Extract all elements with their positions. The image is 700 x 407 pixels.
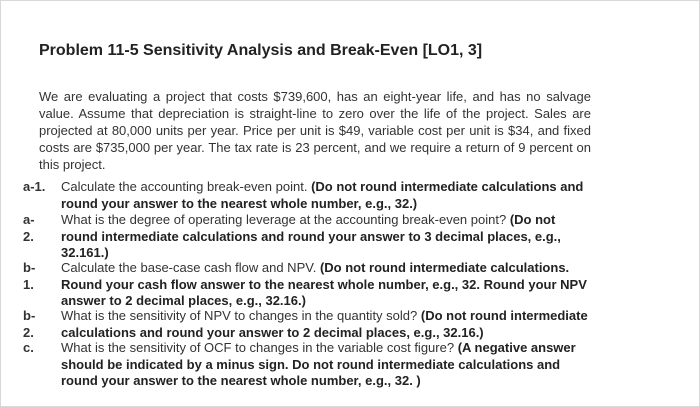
question-label: b- 1.	[23, 260, 36, 292]
question-c	[23, 340, 589, 390]
question-instruction: (A negative answer should be indicated by a minus sign. Do not round intermediate calculations and round your answer to the nearest whole number, e.g., 32. )	[61, 340, 576, 388]
question-a2	[23, 212, 589, 262]
question-instruction: (Do not round intermediate calculations and round your answer to 2 decimal places, e.g., 32.16.)	[61, 308, 588, 340]
question-label: c.	[23, 340, 34, 355]
question-text: Calculate the base-case cash flow and NPV.	[61, 260, 317, 275]
question-b2	[23, 308, 589, 341]
question-instruction: (Do not round intermediate calculations. Round your cash flow answer to the nearest whole number, e.g., 32. Round your NPV answer to 2 decimal places, e.g., 32.16.)	[61, 260, 587, 308]
question-label: b- 2.	[23, 308, 36, 340]
question-b1	[23, 260, 589, 310]
question-label: a-1.	[23, 179, 46, 194]
problem-intro: We are evaluating a project that costs $739,600, has an eight-year life, and has no salvage value. Assume that depreciation is straight-line to zero over the life of the project. Sales are projected at 80,000 units per year. Price per unit is $49, variable cost per unit is $34, and fixed costs are $735,000 per year. The tax rate is 23 percent, and we require a return of 9 percent on this project.	[39, 89, 591, 172]
question-instruction: (Do not round intermediate calculations and round your answer to 3 decimal places, e.g., 32.161.)	[61, 212, 561, 260]
question-label: a- 2.	[23, 212, 35, 244]
question-instruction: (Do not round intermediate calculations and round your answer to the nearest whole number, e.g., 32.)	[61, 179, 584, 211]
problem-title: Problem 11-5 Sensitivity Analysis and Break-Even [LO1, 3]	[39, 42, 483, 59]
question-text: What is the degree of operating leverage at the accounting break-even point?	[61, 212, 507, 227]
question-text: What is the sensitivity of NPV to changes in the quantity sold?	[61, 308, 418, 323]
question-text: Calculate the accounting break-even point.	[61, 179, 308, 194]
question-text: What is the sensitivity of OCF to changes in the variable cost figure?	[61, 340, 455, 355]
question-a1	[23, 179, 589, 212]
